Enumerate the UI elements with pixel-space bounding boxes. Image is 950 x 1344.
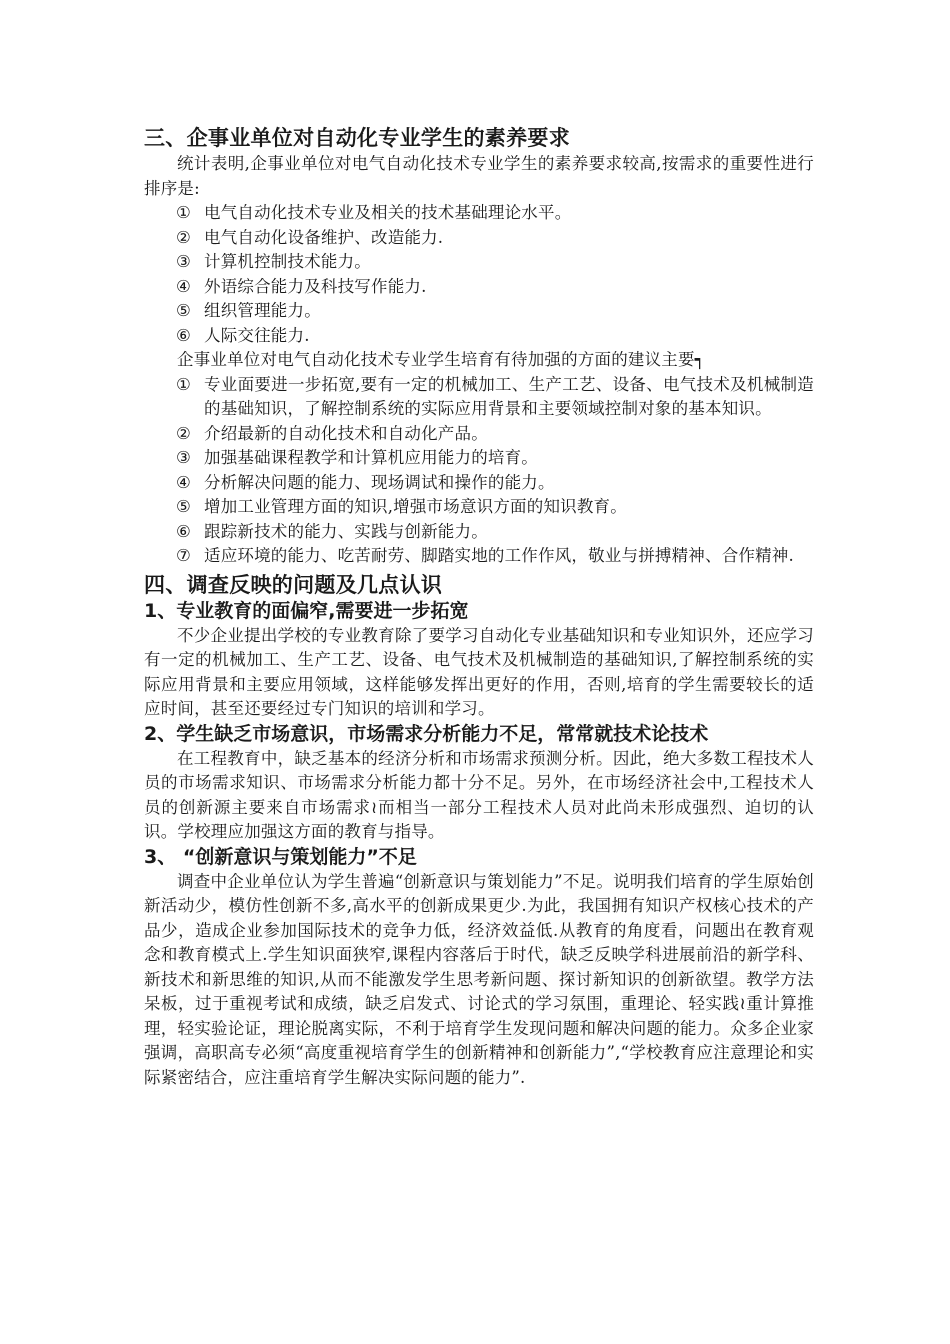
list-text: 分析解决问题的能力、现场调试和操作的能力。: [204, 472, 555, 492]
list-item: [144, 324, 814, 349]
list-item: [144, 422, 814, 447]
list-number: ④: [176, 472, 191, 492]
subsection2-body: 在工程教育中，缺乏基本的经济分析和市场需求预测分析。因此，绝大多数工程技术人员的市场需求知识、市场需求分析能力都十分不足。另外，在市场经济社会中,工程技术人员的创新源主要来自市场需求≀而相当一部分工程技术人员对此尚未形成强烈、迫切的认识。学校理应加强这方面的教育与指导。: [144, 748, 814, 841]
list-text: 计算机控制技术能力。: [204, 252, 371, 271]
list-text: 组织管理能力。: [204, 301, 321, 320]
requirements-list: [144, 201, 814, 348]
list-item: [144, 495, 814, 520]
list-text: 介绍最新的自动化技术和自动化产品。: [204, 423, 488, 443]
document-page: [144, 124, 814, 1090]
list-item: [144, 250, 814, 275]
list-text: 增加工业管理方面的知识,增强市场意识方面的知识教育。: [204, 497, 627, 516]
list-number: ③: [176, 448, 191, 467]
list-item: [144, 275, 814, 300]
list-text: 专业面要进一步拓宽,要有一定的机械加工、生产工艺、设备、电气技术及机械制造的基础知识，了解控制系统的实际应用背景和主要领域控制对象的基本知识。: [204, 374, 814, 418]
list-text: 适应环境的能力、吃苦耐劳、脚踏实地的工作作风，敬业与拼搏精神、合作精神.: [204, 546, 794, 565]
list-item: [144, 226, 814, 251]
section4-heading: 四、调查反映的问题及几点认识: [144, 572, 443, 597]
section3-intro: 统计表明,企事业单位对电气自动化技术专业学生的素养要求较高,按需求的重要性进行排序是:: [144, 154, 814, 198]
list-number: ③: [176, 252, 191, 271]
suggestions-intro: 企事业单位对电气自动化技术专业学生培育有待加强的方面的建议主要┑: [177, 350, 705, 369]
list-item: [144, 471, 814, 496]
list-number: ⑥: [176, 325, 191, 345]
list-number: ②: [176, 227, 191, 247]
suggestions-list: [144, 373, 814, 569]
list-number: ⑥: [176, 521, 191, 541]
list-text: 人际交往能力.: [204, 325, 310, 345]
subsection3-body: 调查中企业单位认为学生普遍“创新意识与策划能力”不足。说明我们培育的学生原始创新活动少，模仿性创新不多,高水平的创新成果更少.为此，我国拥有知识产权核心技术的产品少，造成企业参加国际技术的竞争力低，经济效益低.从教育的角度看，问题出在教育观念和教育模式上.学生知识面狭窄,课程内容落后于时代，缺乏反映学科进展前沿的新学科、新技术和新思维的知识,从而不能激发学生思考新问题、探讨新知识的创新欲望。教学方法呆板，过于重视考试和成绩，缺乏启发式、讨论式的学习氛围，重理论、轻实践≀重计算推理，轻实验论证，理论脱离实际，不利于培育学生发现问题和解决问题的能力。众多企业家强调，高职高专必须“高度重视培育学生的创新精神和创新能力”,“学校教育应注意理论和实际紧密结合，应注重培育学生解决实际问题的能力”.: [144, 871, 814, 1087]
list-number: ⑤: [176, 497, 191, 516]
list-number: ①: [176, 203, 191, 222]
subsection3-heading: 3、 “创新意识与策划能力”不足: [144, 845, 417, 868]
list-item: [144, 520, 814, 545]
subsection1-body: 不少企业提出学校的专业教育除了要学习自动化专业基础知识和专业知识外，还应学习有一定的机械加工、生产工艺、设备、电气技术及机械制造的基础知识,了解控制系统的实际应用背景和主要应用领域，这样能够发挥出更好的作用，否则,培育的学生需要较长的适应时间，甚至还要经过专门知识的培训和学习。: [144, 625, 814, 718]
list-number: ⑦: [176, 546, 191, 565]
list-number: ②: [176, 423, 191, 443]
list-text: 加强基础课程教学和计算机应用能力的培育。: [204, 448, 538, 467]
list-item: [144, 446, 814, 471]
list-number: ①: [176, 374, 191, 394]
subsection1-heading: 1、专业教育的面偏窄,需要进一步拓宽: [144, 599, 469, 622]
list-number: ④: [176, 276, 191, 296]
list-item: [144, 373, 814, 422]
list-text: 外语综合能力及科技写作能力.: [204, 276, 427, 296]
list-text: 跟踪新技术的能力、实践与创新能力。: [204, 521, 488, 541]
list-item: [144, 201, 814, 226]
list-item: [144, 544, 814, 569]
list-item: [144, 299, 814, 324]
subsection2-heading: 2、学生缺乏市场意识，市场需求分析能力不足，常常就技术论技术: [144, 722, 709, 745]
list-text: 电气自动化技术专业及相关的技术基础理论水平。: [204, 203, 572, 222]
section3-heading: 三、企事业单位对自动化专业学生的素养要求: [144, 126, 570, 150]
list-number: ⑤: [176, 301, 191, 320]
list-text: 电气自动化设备维护、改造能力.: [204, 227, 444, 247]
